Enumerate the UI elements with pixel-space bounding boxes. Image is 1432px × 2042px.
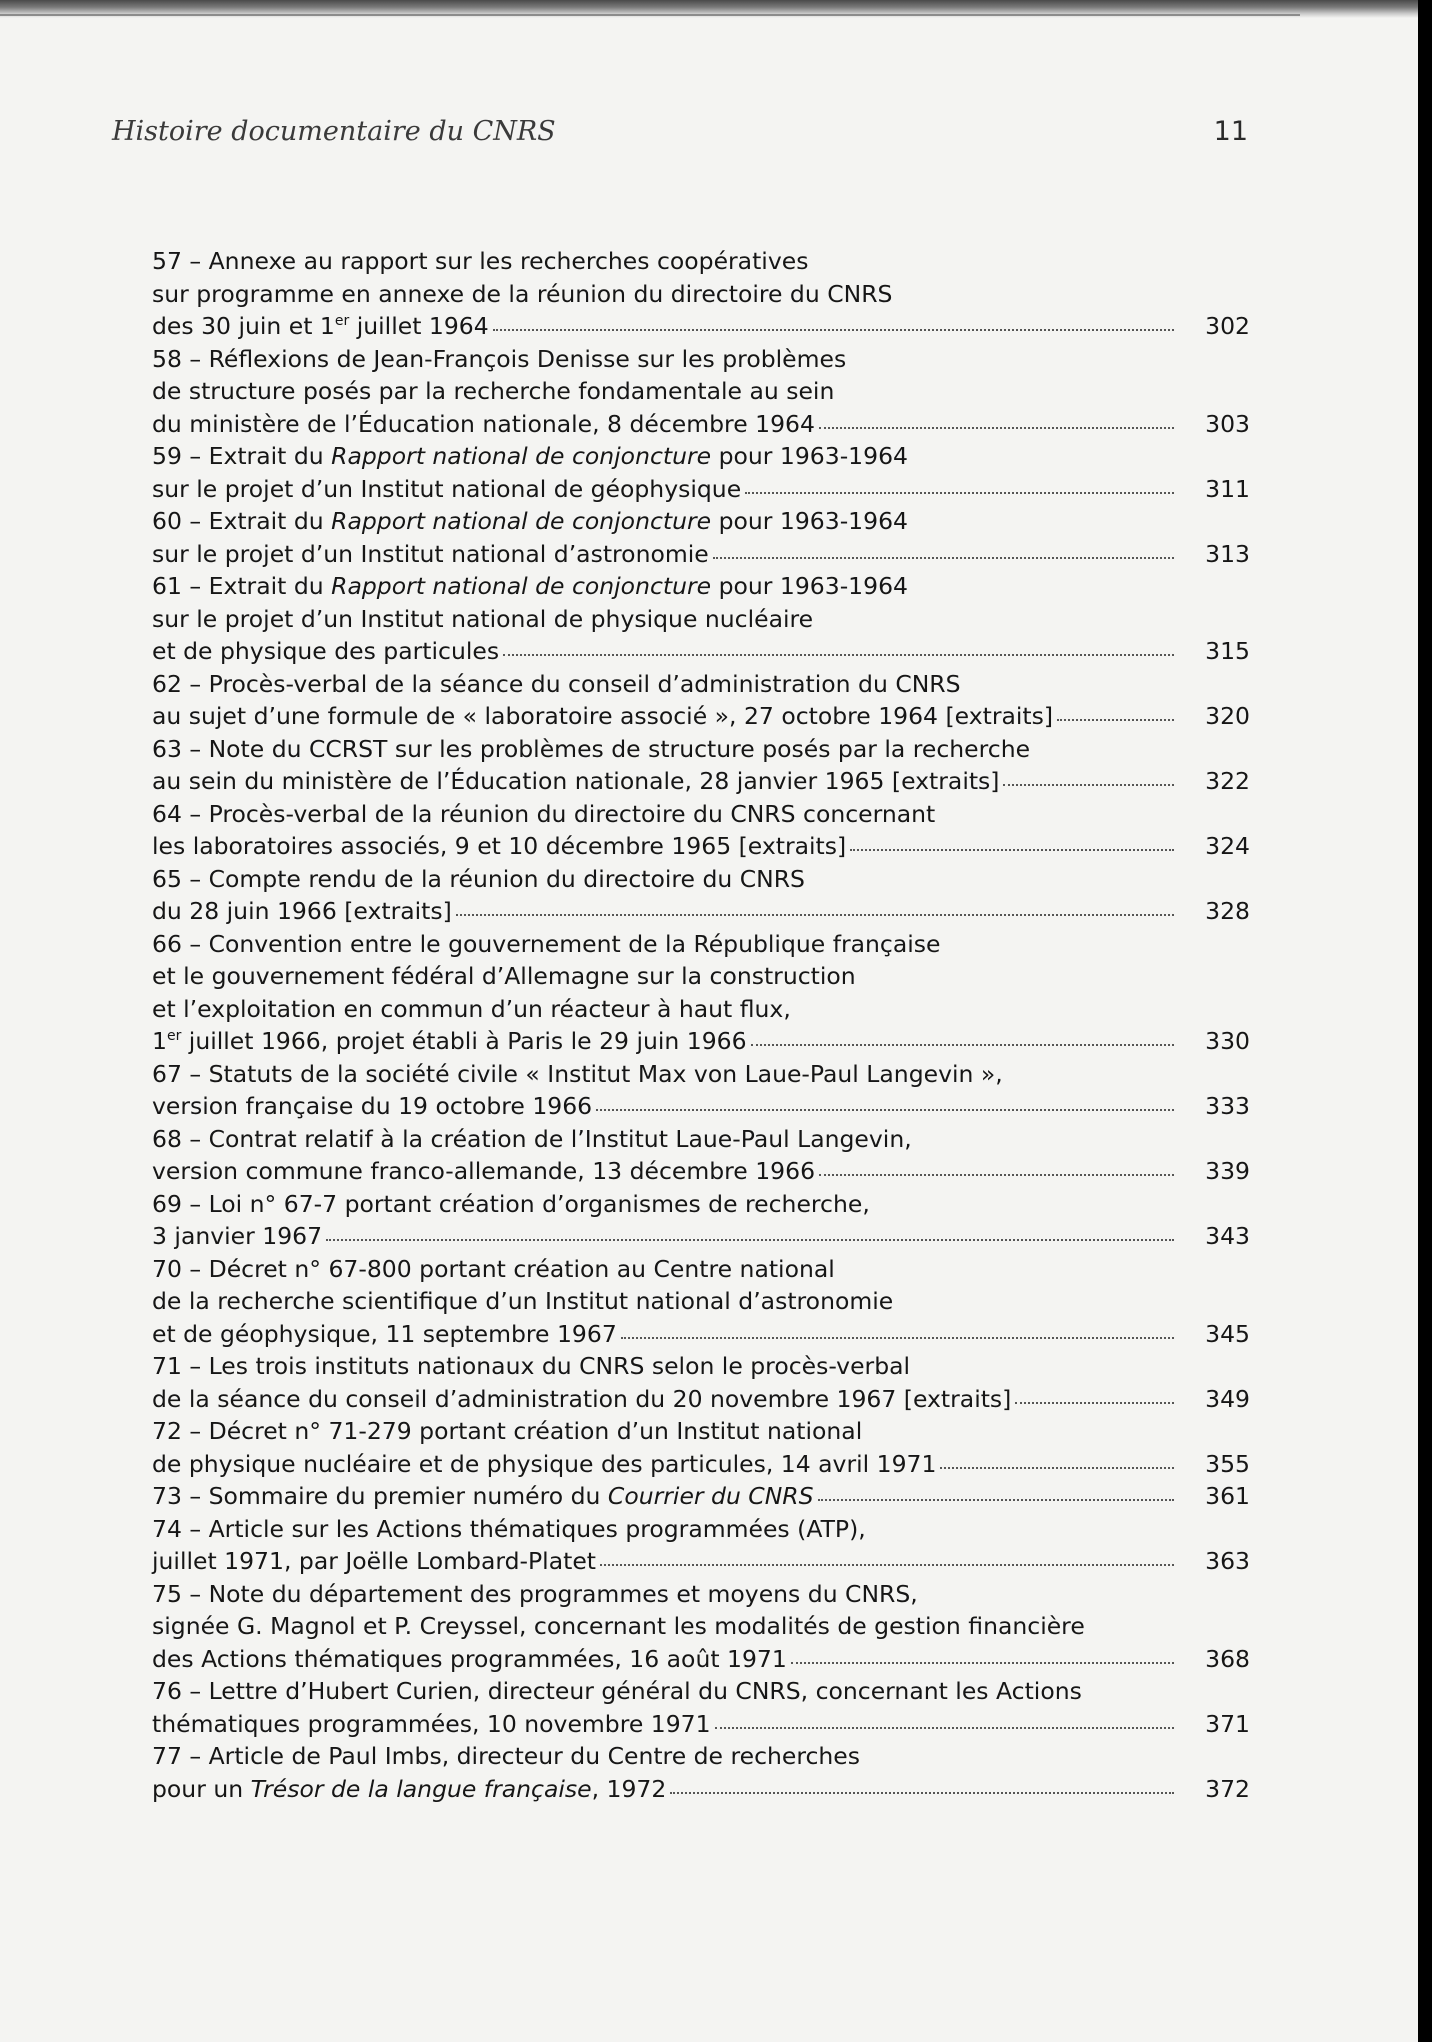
toc-entry-line <box>152 1025 1250 1058</box>
toc-entry <box>152 1415 1250 1480</box>
toc-entry-line <box>152 603 1250 636</box>
dot-leader <box>503 654 1174 656</box>
dot-leader <box>791 1662 1174 1664</box>
toc-entry <box>152 733 1250 798</box>
toc-entry-line <box>152 863 1250 896</box>
toc-page-number: 330 <box>1205 1027 1250 1055</box>
toc-entry-text: des Actions thématiques programmées, 16 août 1971 <box>152 1644 787 1673</box>
toc-entry <box>152 1123 1250 1188</box>
toc-entry-line <box>152 1123 1250 1156</box>
toc-page-number: 302 <box>1205 312 1250 340</box>
toc-entry-text: 73 – Sommaire du premier numéro du Courrier du CNRS <box>152 1482 814 1510</box>
dot-leader <box>715 1727 1174 1729</box>
dot-leader <box>456 914 1174 916</box>
dot-leader <box>713 557 1174 559</box>
toc-entry <box>152 505 1250 570</box>
toc-entry <box>152 1740 1250 1805</box>
toc-entry-text: sur le projet d’un Institut national d’astronomie <box>152 539 709 568</box>
toc-entry-line <box>152 1090 1250 1123</box>
toc-page-number: 345 <box>1205 1319 1250 1348</box>
toc-entry <box>152 1578 1250 1676</box>
toc-entry-line <box>152 928 1250 961</box>
toc-entry-text: 62 – Procès-verbal de la séance du conseil d’administration du CNRS <box>152 669 961 698</box>
toc-page-number: 372 <box>1205 1774 1250 1803</box>
toc-entry-text: 76 – Lettre d’Hubert Curien, directeur général du CNRS, concernant les Actions <box>152 1677 1082 1705</box>
toc-entry-line <box>152 440 1250 473</box>
toc-entry-line <box>152 1578 1250 1611</box>
toc-entry-text: les laboratoires associés, 9 et 10 décembre 1965 [extraits] <box>152 832 847 860</box>
toc-entry <box>152 570 1250 668</box>
toc-entry-text: 74 – Article sur les Actions thématiques programmées (ATP), <box>152 1514 866 1543</box>
toc-entry <box>152 1188 1250 1253</box>
dot-leader <box>596 1109 1174 1111</box>
dot-leader <box>745 492 1174 494</box>
toc-entry-line <box>152 830 1250 863</box>
dot-leader <box>1015 1402 1174 1404</box>
toc-entry-line <box>152 1773 1250 1806</box>
toc-entry-line <box>152 570 1250 603</box>
toc-entry-text: signée G. Magnol et P. Creyssel, concernant les modalités de gestion financière <box>152 1612 1085 1640</box>
toc-entry-text: au sujet d’une formule de « laboratoire associé », 27 octobre 1964 [extraits] <box>152 702 1054 730</box>
toc-entry-line <box>152 343 1250 376</box>
toc-entry <box>152 1253 1250 1351</box>
toc-entry-line <box>152 1350 1250 1383</box>
toc-entry <box>152 928 1250 1058</box>
toc-entry-line <box>152 1675 1250 1708</box>
toc-entry-text: 65 – Compte rendu de la réunion du directoire du CNRS <box>152 864 805 893</box>
toc-entry-text: 63 – Note du CCRST sur les problèmes de structure posés par la recherche <box>152 734 1031 763</box>
toc-entry-text: de physique nucléaire et de physique des particules, 14 avril 1971 <box>152 1449 937 1478</box>
toc-entry-text: des 30 juin et 1er juillet 1964 <box>152 312 489 340</box>
toc-entry-text: 3 janvier 1967 <box>152 1222 323 1250</box>
toc-page-number: 339 <box>1205 1157 1250 1185</box>
toc-entry-text: de la recherche scientifique d’un Institut national d’astronomie <box>152 1287 894 1315</box>
toc-entry-line <box>152 1513 1250 1546</box>
toc-page-number: 324 <box>1205 832 1250 860</box>
toc-entry-line <box>152 960 1250 993</box>
dot-leader <box>850 849 1174 851</box>
toc-entry-line <box>152 733 1250 766</box>
toc-page-number: 361 <box>1205 1482 1250 1510</box>
toc-page-number: 322 <box>1205 767 1250 795</box>
toc-entry <box>152 863 1250 928</box>
toc-entry <box>152 1480 1250 1513</box>
toc-entry-text: de structure posés par la recherche fondamentale au sein <box>152 377 835 405</box>
toc-entry-line <box>152 700 1250 733</box>
toc-entry-line <box>152 1610 1250 1643</box>
dot-leader <box>600 1564 1174 1566</box>
toc-entry-text: du ministère de l’Éducation nationale, 8 décembre 1964 <box>152 409 815 438</box>
toc-page-number: 355 <box>1205 1449 1250 1478</box>
toc-entry-line <box>152 278 1250 311</box>
toc-entry-line <box>152 408 1250 441</box>
toc-page-number: 368 <box>1205 1644 1250 1673</box>
toc-entry-text: 58 – Réflexions de Jean-François Denisse sur les problèmes <box>152 344 847 373</box>
toc-entry-line <box>152 1643 1250 1676</box>
toc-entry-text: 71 – Les trois instituts nationaux du CNRS selon le procès-verbal <box>152 1352 911 1380</box>
toc-entry-line <box>152 798 1250 831</box>
toc-entry-line <box>152 1220 1250 1253</box>
toc-entry <box>152 1675 1250 1740</box>
toc-entry-text: sur le projet d’un Institut national de physique nucléaire <box>152 604 814 633</box>
toc-entry-line <box>152 765 1250 798</box>
toc-entry-line <box>152 635 1250 668</box>
toc-entry-text: 75 – Note du département des programmes et moyens du CNRS, <box>152 1579 918 1608</box>
toc-entry <box>152 668 1250 733</box>
toc-page-number: 363 <box>1205 1547 1250 1575</box>
toc-page-number: 328 <box>1205 897 1250 925</box>
toc-entry-line <box>152 1708 1250 1741</box>
toc-entry-line <box>152 1155 1250 1188</box>
toc-page-number: 349 <box>1205 1384 1250 1413</box>
dot-leader <box>940 1467 1174 1469</box>
toc-entry-text: de la séance du conseil d’administration du 20 novembre 1967 [extraits] <box>152 1384 1012 1413</box>
toc-entry-line <box>152 310 1250 343</box>
toc-entry-line <box>152 993 1250 1026</box>
toc-page-number: 371 <box>1205 1709 1250 1738</box>
toc-entry-text: au sein du ministère de l’Éducation nationale, 28 janvier 1965 [extraits] <box>152 767 1000 795</box>
toc-page-number: 315 <box>1205 637 1250 665</box>
toc-entry-line <box>152 1285 1250 1318</box>
dot-leader <box>819 427 1174 429</box>
toc-entry-text: sur programme en annexe de la réunion du directoire du CNRS <box>152 279 893 308</box>
toc-entry-text: version française du 19 octobre 1966 <box>152 1092 593 1120</box>
toc-entry-text: 68 – Contrat relatif à la création de l’Institut Laue-Paul Langevin, <box>152 1124 912 1153</box>
toc-entry-line <box>152 1740 1250 1773</box>
dot-leader <box>621 1337 1174 1339</box>
table-of-contents <box>152 245 1250 1805</box>
toc-entry-line <box>152 1188 1250 1221</box>
toc-entry-text: 60 – Extrait du Rapport national de conjoncture pour 1963-1964 <box>152 507 908 535</box>
dot-leader <box>326 1239 1174 1241</box>
toc-entry-line <box>152 1545 1250 1578</box>
toc-entry-text: 61 – Extrait du Rapport national de conjoncture pour 1963-1964 <box>152 572 908 600</box>
toc-entry-line <box>152 1448 1250 1481</box>
toc-page-number: 333 <box>1205 1092 1250 1120</box>
toc-entry <box>152 1513 1250 1578</box>
toc-page-number: 303 <box>1205 409 1250 438</box>
toc-entry-line <box>152 245 1250 278</box>
toc-entry-text: version commune franco-allemande, 13 décembre 1966 <box>152 1157 816 1185</box>
toc-entry <box>152 1058 1250 1123</box>
toc-entry <box>152 798 1250 863</box>
dot-leader <box>670 1792 1174 1794</box>
toc-entry-text: 64 – Procès-verbal de la réunion du directoire du CNRS concernant <box>152 799 936 828</box>
toc-entry-line <box>152 473 1250 506</box>
dot-leader <box>751 1044 1174 1046</box>
toc-entry-text: 59 – Extrait du Rapport national de conjoncture pour 1963-1964 <box>152 442 908 470</box>
toc-entry-line <box>152 895 1250 928</box>
dot-leader <box>1057 719 1174 721</box>
dot-leader <box>1003 784 1174 786</box>
toc-entry-text: et de géophysique, 11 septembre 1967 <box>152 1319 617 1348</box>
page-number: 11 <box>1213 116 1248 147</box>
toc-entry-line <box>152 1415 1250 1448</box>
running-header-title: Histoire documentaire du CNRS <box>112 116 556 147</box>
toc-entry-line <box>152 375 1250 408</box>
toc-entry-line <box>152 1318 1250 1351</box>
toc-entry-text: et de physique des particules <box>152 637 500 665</box>
toc-entry-text: sur le projet d’un Institut national de géophysique <box>152 474 742 503</box>
toc-page-number: 320 <box>1205 702 1250 730</box>
toc-page-number: 311 <box>1205 474 1250 503</box>
toc-entry-text: 57 – Annexe au rapport sur les recherches coopératives <box>152 247 809 275</box>
toc-entry-text: 1er juillet 1966, projet établi à Paris le 29 juin 1966 <box>152 1027 747 1055</box>
toc-entry-line <box>152 1253 1250 1286</box>
toc-entry-text: et l’exploitation en commun d’un réacteur à haut flux, <box>152 994 791 1023</box>
toc-entry-text: 67 – Statuts de la société civile « Institut Max von Laue-Paul Langevin », <box>152 1059 1003 1088</box>
toc-entry-text: 77 – Article de Paul Imbs, directeur du Centre de recherches <box>152 1742 861 1770</box>
toc-entry <box>152 343 1250 441</box>
toc-entry-line <box>152 1480 1250 1513</box>
toc-entry-text: 72 – Décret n° 71-279 portant création d’un Institut national <box>152 1417 863 1445</box>
toc-entry <box>152 1350 1250 1415</box>
page-top-edge <box>0 14 1300 16</box>
toc-entry-text: 66 – Convention entre le gouvernement de la République française <box>152 929 941 958</box>
toc-entry-line <box>152 505 1250 538</box>
dot-leader <box>819 1174 1174 1176</box>
toc-entry-text: juillet 1971, par Joëlle Lombard-Platet <box>152 1547 596 1575</box>
dot-leader <box>493 329 1174 331</box>
toc-entry-line <box>152 668 1250 701</box>
toc-entry-line <box>152 1058 1250 1091</box>
toc-entry-text: 70 – Décret n° 67-800 portant création au Centre national <box>152 1254 835 1283</box>
toc-page-number: 343 <box>1205 1222 1250 1250</box>
toc-entry-text: et le gouvernement fédéral d’Allemagne sur la construction <box>152 962 856 990</box>
toc-entry-text: du 28 juin 1966 [extraits] <box>152 897 452 925</box>
toc-entry <box>152 245 1250 343</box>
toc-entry-line <box>152 538 1250 571</box>
toc-entry <box>152 440 1250 505</box>
toc-page-number: 313 <box>1205 539 1250 568</box>
toc-entry-line <box>152 1383 1250 1416</box>
toc-entry-text: 69 – Loi n° 67-7 portant création d’organismes de recherche, <box>152 1189 870 1218</box>
toc-entry-text: pour un Trésor de la langue française, 1972 <box>152 1774 667 1803</box>
dot-leader <box>818 1499 1174 1501</box>
toc-entry-text: thématiques programmées, 10 novembre 1971 <box>152 1709 711 1738</box>
